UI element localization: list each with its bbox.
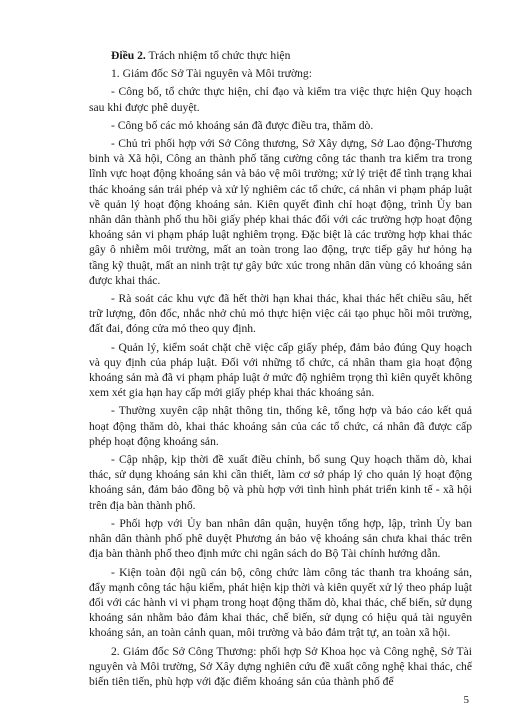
paragraph: - Kiện toàn đội ngũ cán bộ, công chức làm công tác thanh tra khoáng sản, đẩy mạnh công tác hậu kiểm, phát hiện kịp thời và kiên quyết xử lý theo pháp luật đối với các hành vi vi phạm trong hoạt động thăm dò, khai thác, chế biến, sử dụng khoáng sản nhằm bảo đảm khai thác, chế biến, sử dụng có hiệu quả tài nguyên khoáng sản, an toàn cảnh quan, môi trường và bảo đảm trật tự, an toàn xã hội.	[89, 565, 472, 640]
paragraph: 2. Giám đốc Sở Công Thương: phối hợp Sở Khoa học và Công nghệ, Sở Tài nguyên và Môi trường, Sở Xây dựng nghiên cứu đề xuất công nghệ khai thác, chế biến tiên tiến, phù hợp với đặc điểm khoáng sản của thành phố để	[89, 644, 472, 688]
paragraph: - Công bố, tổ chức thực hiện, chỉ đạo và kiểm tra việc thực hiện Quy hoạch sau khi được phê duyệt.	[89, 85, 472, 114]
article-title: Trách nhiệm tổ chức thực hiện	[145, 49, 291, 62]
paragraph: 1. Giám đốc Sở Tài nguyên và Môi trường:	[111, 67, 312, 81]
paragraph: - Cập nhập, kịp thời đề xuất điều chỉnh, bổ sung Quy hoạch thăm dò, khai thác, sử dụng khoáng sản khi cần thiết, làm cơ sở pháp lý cho quản lý hoạt động khoáng sản, đảm bảo đồng bộ và phù hợp với tình hình phát triển kinh tế - xã hội trên địa bàn thành phố.	[89, 453, 472, 512]
article-heading	[89, 48, 472, 63]
paragraph: - Chủ trì phối hợp với Sở Công thương, Sở Xây dựng, Sở Lao động-Thương binh và Xã hội, Công an thành phố tăng cường công tác thanh tra kiểm tra trong lĩnh vực hoạt động khoáng sản và bảo vệ môi trường; xử lý triệt để tình trạng khai thác khoáng sản trái phép và xử lý nghiêm các tổ chức, cá nhân vi phạm pháp luật về quản lý hoạt động khoáng sản. Kiên quyết đình chỉ hoạt động, trình Ủy ban nhân dân thành phố thu hồi giấy phép khai thác đối với các trường hợp hoạt động khoáng sản vi phạm pháp luật nghiêm trọng. Đặc biệt là các trường hợp khai thác gây ô nhiễm môi trường, mất an toàn trong lao động, trực tiếp gây hư hỏng hạ tầng kỹ thuật, mất an ninh trật tự gây bức xúc trong nhân dân vùng có khoáng sản được khai thác.	[89, 137, 472, 287]
paragraph: - Phối hợp với Ủy ban nhân dân quận, huyện tổng hợp, lập, trình Ủy ban nhân dân thành phố phê duyệt Phương án bảo vệ khoáng sản chưa khai thác trên địa bàn thành phố theo định mức chi ngân sách do Bộ Tài chính hướng dẫn.	[89, 516, 472, 561]
paragraph: - Quản lý, kiểm soát chặt chẽ việc cấp giấy phép, đảm bảo đúng Quy hoạch và quy định của pháp luật. Đối với những tổ chức, cá nhân tham gia hoạt động khoáng sản mà đã vi phạm pháp luật ở mức độ nghiêm trọng thì kiên quyết không xem xét gia hạn hay cấp mới giấy phép khai thác khoáng sản.	[89, 340, 472, 400]
paragraph: - Công bố các mỏ khoáng sản đã được điều tra, thăm dò.	[111, 118, 374, 132]
page-number: 5	[463, 694, 469, 706]
paragraph: - Rà soát các khu vực đã hết thời hạn khai thác, khai thác hết chiều sâu, hết trữ lượng, đôn đốc, nhắc nhở chủ mỏ thực hiện việc cải tạo phục hồi môi trường, đất đai, đóng cửa mỏ theo quy định.	[89, 292, 472, 336]
paragraph: - Thường xuyên cập nhật thông tin, thống kê, tổng hợp và báo cáo kết quả hoạt động thăm dò, khai thác khoáng sản của các tổ chức, cá nhân đã được cấp phép hoạt động khoáng sản.	[89, 404, 472, 448]
article-number: Điều 2.	[111, 49, 146, 62]
